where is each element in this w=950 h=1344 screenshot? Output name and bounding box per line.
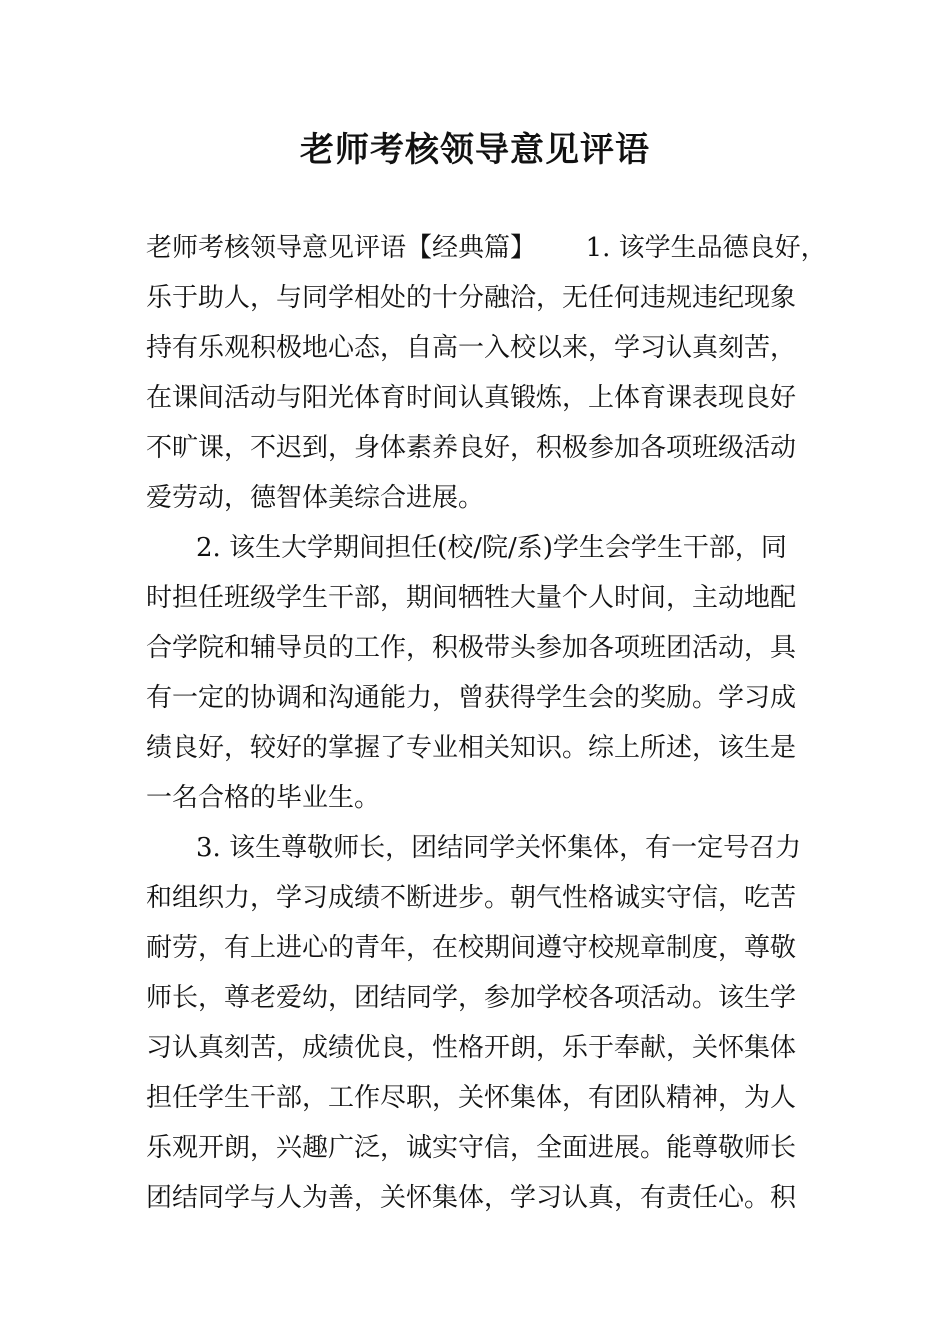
text-line: 爱劳动，德智体美综合进展。 xyxy=(146,483,485,513)
text-line: 3. 该生尊敬师长，团结同学关怀集体，有一定号召力 xyxy=(196,833,802,863)
text-line: 乐于助人，与同学相处的十分融洽，无任何违规违纪现象 xyxy=(146,283,797,313)
text-line: 和组织力，学习成绩不断进步。朝气性格诚实守信，吃苦 xyxy=(146,883,797,913)
text-line: 绩良好，较好的掌握了专业相关知识。综上所述，该生是 xyxy=(146,733,797,763)
text-line: 师长，尊老爱幼，团结同学，参加学校各项活动。该生学 xyxy=(146,983,797,1013)
text-line: 不旷课，不迟到，身体素养良好，积极参加各项班级活动 xyxy=(146,433,797,463)
text-line: 合学院和辅导员的工作，积极带头参加各项班团活动，具 xyxy=(146,633,797,663)
text-line: 时担任班级学生干部，期间牺牲大量个人时间，主动地配 xyxy=(146,583,797,613)
text-line: 担任学生干部，工作尽职，关怀集体，有团队精神，为人 xyxy=(146,1083,797,1113)
text-line: 一名合格的毕业生。 xyxy=(146,783,381,813)
text-line: 2. 该生大学期间担任(校/院/系)学生会学生干部，同 xyxy=(196,533,787,563)
text-line: 在课间活动与阳光体育时间认真锻炼，上体育课表现良好 xyxy=(146,383,797,413)
text-line: 乐观开朗，兴趣广泛，诚实守信，全面进展。能尊敬师长 xyxy=(146,1133,797,1163)
text-line: 持有乐观积极地心态，自高一入校以来，学习认真刻苦， xyxy=(146,333,797,363)
document-title: 老师考核领导意见评语 xyxy=(300,130,650,170)
text-line: 团结同学与人为善，关怀集体，学习认真，有责任心。积 xyxy=(146,1183,797,1213)
text-line: 有一定的协调和沟通能力，曾获得学生会的奖励。学习成 xyxy=(146,683,797,713)
text-line: 老师考核领导意见评语【经典篇】 1. 该学生品德良好， xyxy=(146,233,827,263)
text-line: 耐劳，有上进心的青年，在校期间遵守校规章制度，尊敬 xyxy=(146,933,797,963)
text-line: 习认真刻苦，成绩优良，性格开朗，乐于奉献，关怀集体 xyxy=(146,1033,797,1063)
